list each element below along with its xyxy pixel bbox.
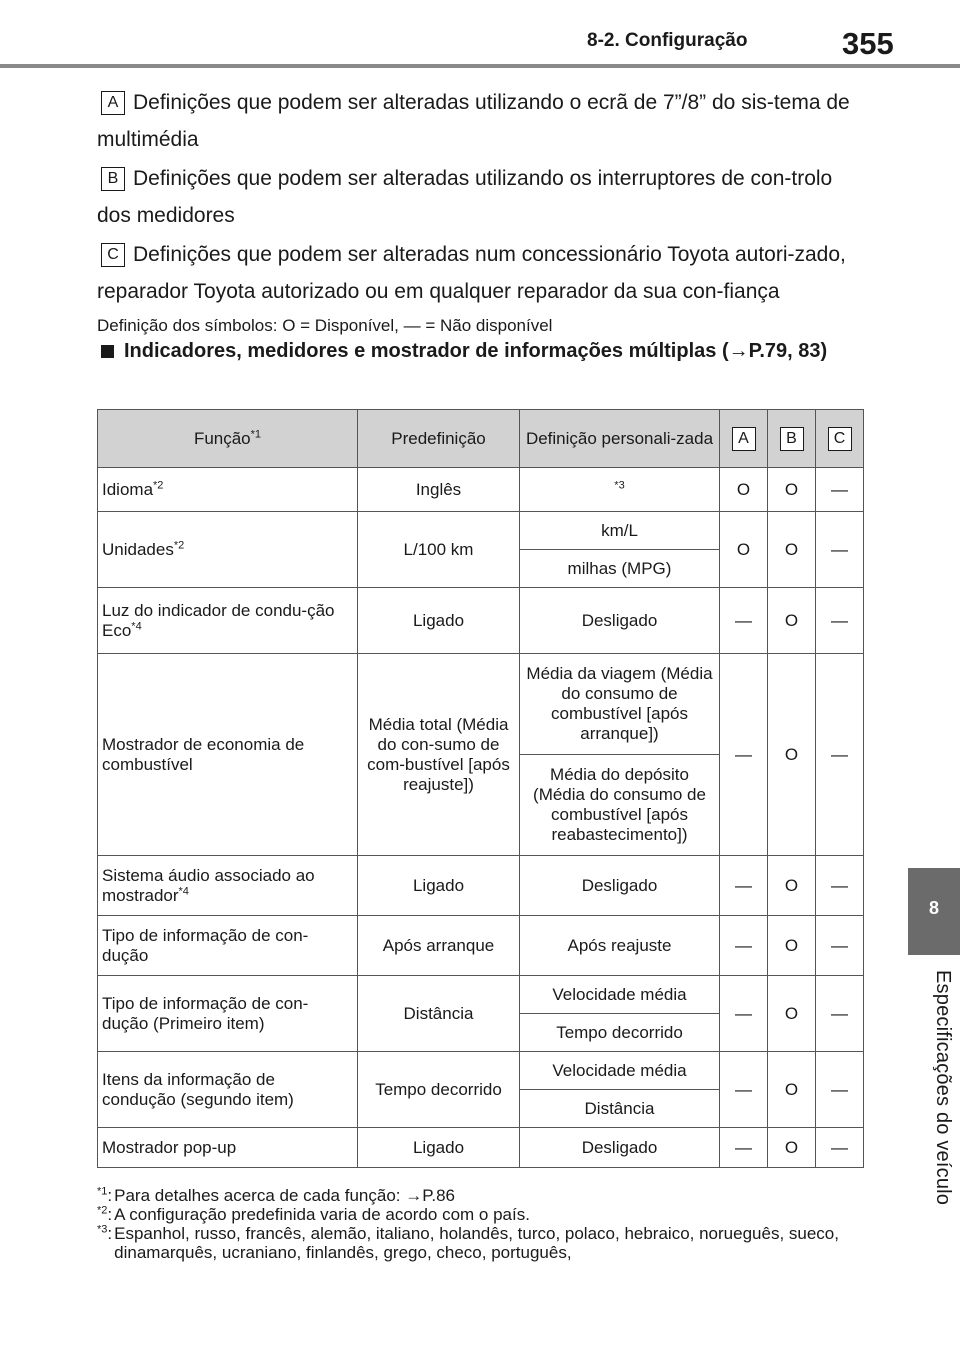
row-function: Tipo de informação de con-dução (98, 916, 358, 976)
page-number: 355 (842, 26, 894, 61)
row-b: O (768, 1128, 816, 1168)
row-default: Tempo decorrido (358, 1052, 520, 1128)
header-custom: Definição personali-zada (520, 410, 720, 468)
chapter-number: 8 (928, 898, 939, 918)
footnote-2: $^{*2}$: A configuração predefinida varia de acordo com o país. (97, 1204, 530, 1224)
row-function: Sistema áudio associado ao mostrador$^{*4}$ (98, 856, 358, 916)
row-a: — (720, 1052, 768, 1128)
row-function: Tipo de informação de con-dução (Primeiro item) (98, 976, 358, 1052)
settings-table (97, 409, 864, 1168)
row-b: O (768, 856, 816, 916)
row-a: — (720, 654, 768, 856)
row-function: Idioma$^{*2}$ (98, 468, 358, 512)
definition-c-text: Definições que podem ser alteradas num concessionário Toyota autori-zado, reparador Toyota autorizado ou em qualquer reparador da sua con-fiança (97, 243, 846, 303)
row-default: L/100 km (358, 512, 520, 588)
row-a: — (720, 976, 768, 1052)
row-custom: *3 (520, 468, 720, 512)
section-title: 8-2. Configuração (587, 30, 748, 51)
table-header-row (98, 410, 864, 468)
row-a: — (720, 588, 768, 654)
chapter-label: Especificações do veículo (932, 970, 954, 1206)
row-a: — (720, 916, 768, 976)
row-b: O (768, 976, 816, 1052)
row-a: O (720, 468, 768, 512)
table-row (98, 856, 864, 916)
chapter-tab[interactable] (908, 868, 960, 955)
footnote-mark: *1 (97, 1185, 108, 1198)
table-row (98, 916, 864, 976)
row-a: — (720, 856, 768, 916)
row-b: O (768, 916, 816, 976)
row-function: Mostrador de economia de combustível (98, 654, 358, 856)
row-custom: Distância (520, 1090, 720, 1128)
badge-a: A (101, 91, 125, 115)
row-a: O (720, 512, 768, 588)
row-c: — (816, 588, 864, 654)
header-badge-b: B (780, 427, 804, 451)
table-row (98, 512, 864, 550)
row-c: — (816, 1052, 864, 1128)
row-default: Após arranque (358, 916, 520, 976)
header-divider (0, 64, 960, 68)
footnote-text: Para detalhes acerca de cada função: →P.86 (114, 1186, 456, 1205)
section-heading-text: Indicadores, medidores e mostrador de informações múltiplas (→P.79, 83) (124, 340, 828, 362)
header-default: Predefinição (358, 410, 520, 468)
table-row (98, 1128, 864, 1168)
row-custom: Tempo decorrido (520, 1014, 720, 1052)
row-default: Ligado (358, 1128, 520, 1168)
header-col-a (720, 410, 768, 468)
row-custom: Desligado (520, 856, 720, 916)
definition-a-text: Definições que podem ser alteradas utilizando o ecrã de 7”/8” do sis-tema de multimédia (97, 91, 850, 151)
row-function: Itens da informação de condução (segundo item) (98, 1052, 358, 1128)
row-default: Inglês (358, 468, 520, 512)
header-col-c (816, 410, 864, 468)
footnote-text: Espanhol, russo, francês, alemão, italiano, holandês, turco, polaco, hebraico, norueguês, sueco, dinamarquês, ucraniano, finlandês, grego, checo, português, (114, 1224, 839, 1262)
row-c: — (816, 654, 864, 856)
row-custom: Velocidade média (520, 1052, 720, 1090)
section-heading (97, 340, 867, 363)
definition-b-text: Definições que podem ser alteradas utilizando os interruptores de con-trolo dos medidores (97, 167, 833, 227)
footnote-mark: *2 (97, 1204, 108, 1217)
table-row (98, 468, 864, 512)
table-row (98, 976, 864, 1014)
table-row (98, 1052, 864, 1090)
row-custom: Média da viagem (Média do consumo de combustível [após arranque]) (520, 654, 720, 755)
row-c: — (816, 976, 864, 1052)
header-function: Função$^{*1}$ (98, 410, 358, 468)
symbol-legend: Definição dos símbolos: O = Disponível, — = Não disponível (97, 316, 553, 335)
footnote-text: A configuração predefinida varia de acordo com o país. (114, 1205, 530, 1224)
row-custom: Desligado (520, 588, 720, 654)
row-b: O (768, 468, 816, 512)
row-b: O (768, 588, 816, 654)
row-custom: Após reajuste (520, 916, 720, 976)
row-b: O (768, 654, 816, 856)
table-row (98, 654, 864, 755)
table-row (98, 588, 864, 654)
row-custom: Velocidade média (520, 976, 720, 1014)
row-custom: Desligado (520, 1128, 720, 1168)
row-c: — (816, 1128, 864, 1168)
footnotes (97, 1186, 867, 1262)
row-b: O (768, 512, 816, 588)
heading-bullet-icon (101, 345, 114, 358)
row-function: Luz do indicador de condu-ção Eco$^{*4}$ (98, 588, 358, 654)
row-default: Ligado (358, 588, 520, 654)
definition-b (97, 160, 867, 234)
row-custom: km/L (520, 512, 720, 550)
row-function: Mostrador pop-up (98, 1128, 358, 1168)
definition-a (97, 84, 867, 158)
intro-content (97, 84, 867, 363)
row-custom: Média do depósito (Média do consumo de combustível [após reabastecimento]) (520, 755, 720, 856)
row-default: Ligado (358, 856, 520, 916)
footnote-1: $^{*1}$: Para detalhes acerca de cada função: →P.86 (97, 1185, 456, 1205)
row-c: — (816, 916, 864, 976)
footnote-mark: *3 (97, 1223, 108, 1236)
row-c: — (816, 468, 864, 512)
row-a: — (720, 1128, 768, 1168)
badge-b: B (101, 167, 125, 191)
footnote-3: $^{*3}$: Espanhol, russo, francês, alemão, italiano, holandês, turco, polaco, hebraico, norueguês, sueco, dinamarquês, ucraniano, finlandês, grego, checo, português, (97, 1224, 867, 1262)
header-function-footnote: *1 (250, 427, 262, 440)
row-c: — (816, 512, 864, 588)
badge-c: C (101, 243, 125, 267)
header-badge-c: C (828, 427, 852, 451)
row-b: O (768, 1052, 816, 1128)
header-col-b (768, 410, 816, 468)
row-c: — (816, 856, 864, 916)
row-custom: milhas (MPG) (520, 550, 720, 588)
header-badge-a: A (732, 427, 756, 451)
definition-c (97, 236, 867, 310)
row-default: Média total (Média do con-sumo de com-bustível [após reajuste]) (358, 654, 520, 856)
row-function: Unidades$^{*2}$ (98, 512, 358, 588)
row-default: Distância (358, 976, 520, 1052)
